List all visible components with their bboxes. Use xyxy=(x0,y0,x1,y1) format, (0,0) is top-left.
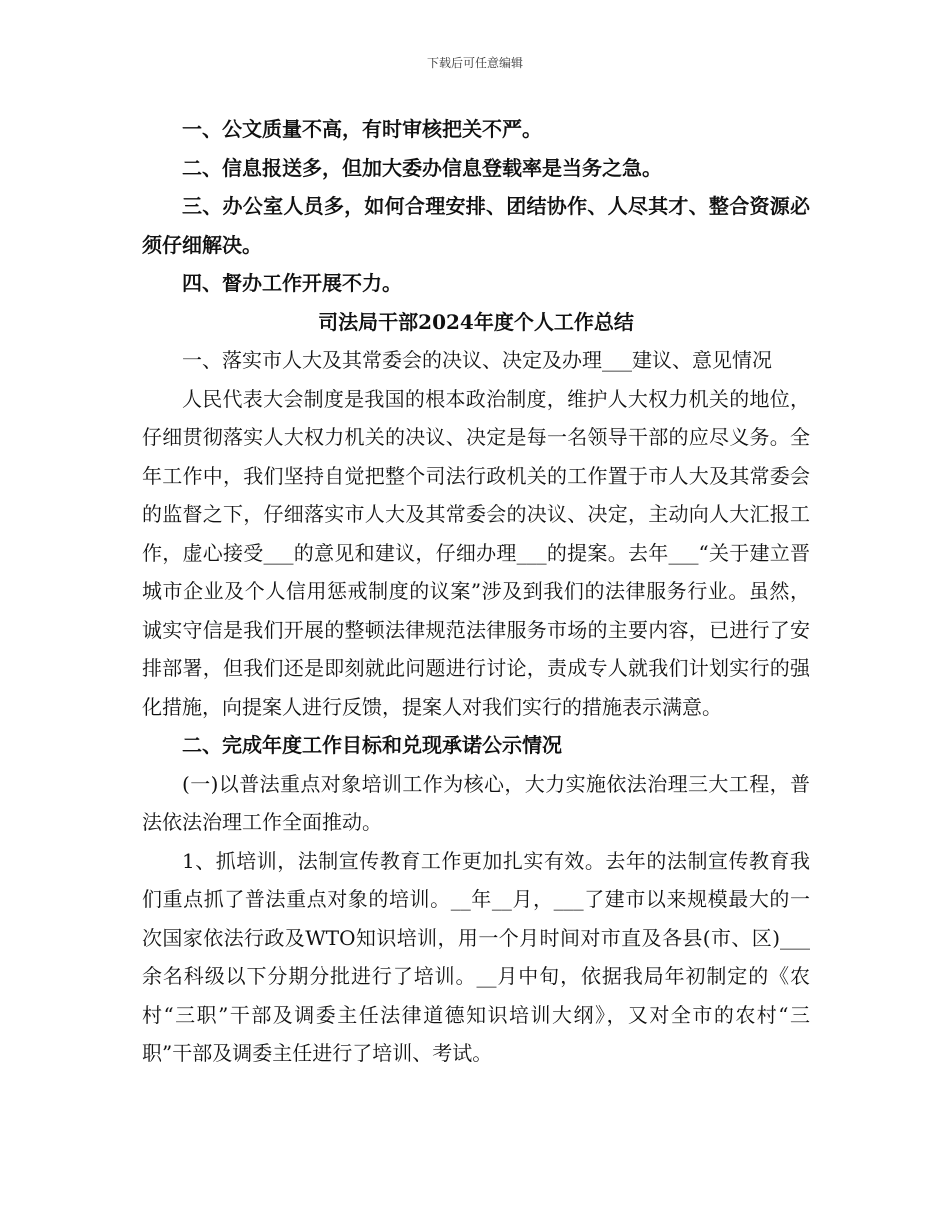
issue-2: 二、信息报送多，但加大委办信息登载率是当务之急。 xyxy=(182,155,662,180)
subsection-heading-1: (一)以普法重点对象培训工作为核心，大力实施依法治理三大工程，普法依法治理工作全面推动。 xyxy=(142,771,810,834)
paragraph-2: 1、抓培训，法制宣传教育工作更加扎实有效。去年的法制宣传教育我们重点抓了普法重点对象的培训。__年__月，___了建市以来规模最大的一次国家依法行政及WTO知识培训，用一个月时间对市直及各县(市、区)___余名科级以下分期分批进行了培训。__月中旬，依据我局年初制定的《农村“三职”干部及调委主任法律道德知识培训大纲》，又对全市的农村“三职”干部及调委主任进行了培训、考试。 xyxy=(142,848,810,1065)
issue-1: 一、公文质量不高，有时审核把关不严。 xyxy=(182,117,542,141)
document-body xyxy=(142,110,810,1073)
issue-3: 三、办公室人员多，如何合理安排、团结协作、人尽其才、整合资源必须仔细解决。 xyxy=(142,194,810,257)
page-header: 下载后可任意编辑 xyxy=(426,56,523,70)
section-heading-2: 二、完成年度工作目标和兑现承诺公示情况 xyxy=(182,733,562,757)
document-title: 司法局干部2024年度个人工作总结 xyxy=(318,309,634,334)
section-heading-1: 一、落实市人大及其常委会的决议、决定及办理___建议、意见情况 xyxy=(182,348,772,372)
issue-4: 四、督办工作开展不力。 xyxy=(182,271,402,295)
paragraph-1: 人民代表大会制度是我国的根本政治制度，维护人大权力机关的地位，仔细贯彻落实人大权力机关的决议、决定是每一名领导干部的应尽义务。全年工作中，我们坚持自觉把整个司法行政机关的工作置于市人大及其常委会的监督之下，仔细落实市人大及其常委会的决议、决定，主动向人大汇报工作，虚心接受___的意见和建议，仔细办理___的提案。去年___“关于建立晋城市企业及个人信用惩戒制度的议案”涉及到我们的法律服务行业。虽然，诚实守信是我们开展的整顿法律规范法律服务市场的主要内容，已进行了安排部署，但我们还是即刻就此问题进行讨论，责成专人就我们计划实行的强化措施，向提案人进行反馈，提案人对我们实行的措施表示满意。 xyxy=(142,386,810,719)
